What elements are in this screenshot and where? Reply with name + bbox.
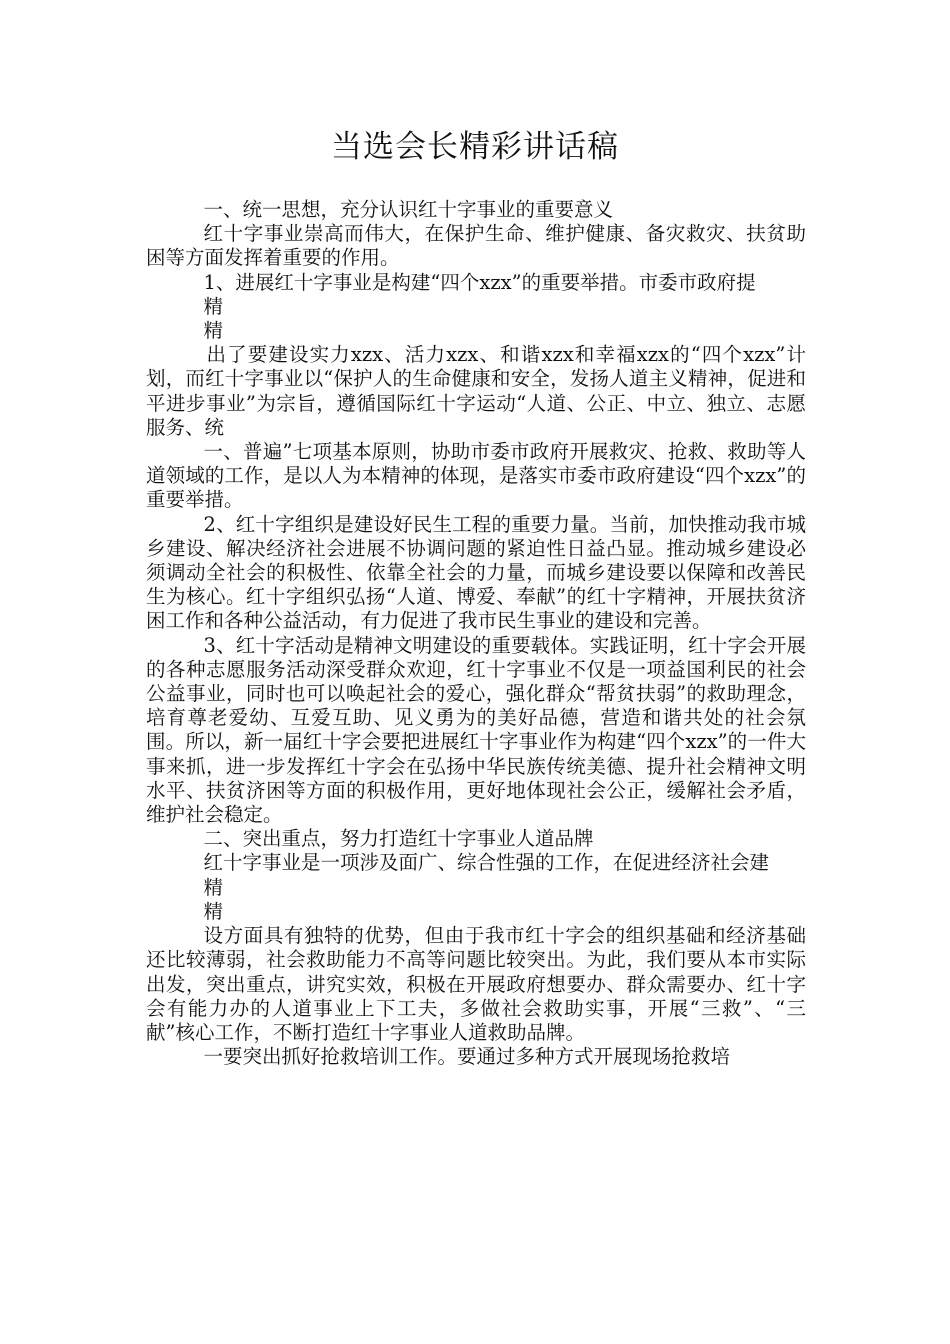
paragraph: 1、进展红十字事业是构建“四个xzx”的重要举措。市委市政府提 [203, 270, 756, 294]
paragraph: 红十字事业是一项涉及面广、综合性强的工作，在促进经济社会建 [203, 851, 770, 875]
document-title: 当选会长精彩讲话稿 [331, 129, 619, 165]
paragraph: 2、红十字组织是建设好民生工程的重要力量。当前，加快推动我市城乡建设、解决经济社会进展不协调问题的紧迫性日益凸显。推动城乡建设必须调动全社会的积极性、依靠全社会的力量，而城乡建设要以保障和改善民生为核心。红十字组织弘扬“人道、博爱、奉献”的红十字精神，开展扶贫济困工作和各种公益活动，有力促进了我市民生事业的建设和完善。 [146, 512, 806, 633]
fragment-text: 精 [203, 875, 224, 899]
paragraph: 红十字事业崇高而伟大，在保护生命、维护健康、备灾救灾、扶贫助困等方面发挥着重要的作用。 [146, 222, 806, 270]
paragraph: 一、普遍”七项基本原则，协助市委市政府开展救灾、抢救、救助等人道领域的工作，是以人为本精神的体现，是落实市委市政府建设“四个xzx”的重要举措。 [146, 440, 806, 512]
fragment-text: 精 [203, 319, 224, 343]
paragraph: 3、红十字活动是精神文明建设的重要载体。实践证明，红十字会开展的各种志愿服务活动深受群众欢迎，红十字事业不仅是一项益国利民的社会公益事业，同时也可以唤起社会的爱心，强化群众“帮贫扶弱”的救助理念，培育尊老爱幼、互爱互助、见义勇为的美好品德，营造和谐共处的社会氛围。所以，新一届红十字会要把进展红十字事业作为构建“四个xzx”的一件大事来抓，进一步发挥红十字会在弘扬中华民族传统美德、提升社会精神文明水平、扶贫济困等方面的积极作用，更好地体现社会公正，缓解社会矛盾，维护社会稳定。 [146, 633, 806, 827]
section-heading-1: 一、统一思想，充分认识红十字事业的重要意义 [203, 198, 614, 221]
fragment-text: 精 [203, 899, 224, 923]
document-body [146, 198, 806, 1069]
paragraph: 一要突出抓好抢救培训工作。要通过多种方式开展现场抢救培 [203, 1045, 731, 1069]
paragraph: 出了要建设实力xzx、活力xzx、和谐xzx和幸福xzx的“四个xzx”计划，而红十字事业以“保护人的生命健康和安全，发扬人道主义精神，促进和平进步事业”为宗旨，遵循国际红十字运动“人道、公正、中立、独立、志愿服务、统 [146, 343, 806, 439]
section-heading-2: 二、突出重点，努力打造红十字事业人道品牌 [203, 827, 594, 851]
fragment-text: 精 [203, 294, 224, 318]
paragraph: 设方面具有独特的优势，但由于我市红十字会的组织基础和经济基础还比较薄弱，社会救助能力不高等问题比较突出。为此，我们要从本市实际出发，突出重点，讲究实效，积极在开展政府想要办、群众需要办、红十字会有能力办的人道事业上下工夫，多做社会救助实事，开展“三救”、“三献”核心工作，不断打造红十字事业人道救助品牌。 [146, 924, 806, 1044]
